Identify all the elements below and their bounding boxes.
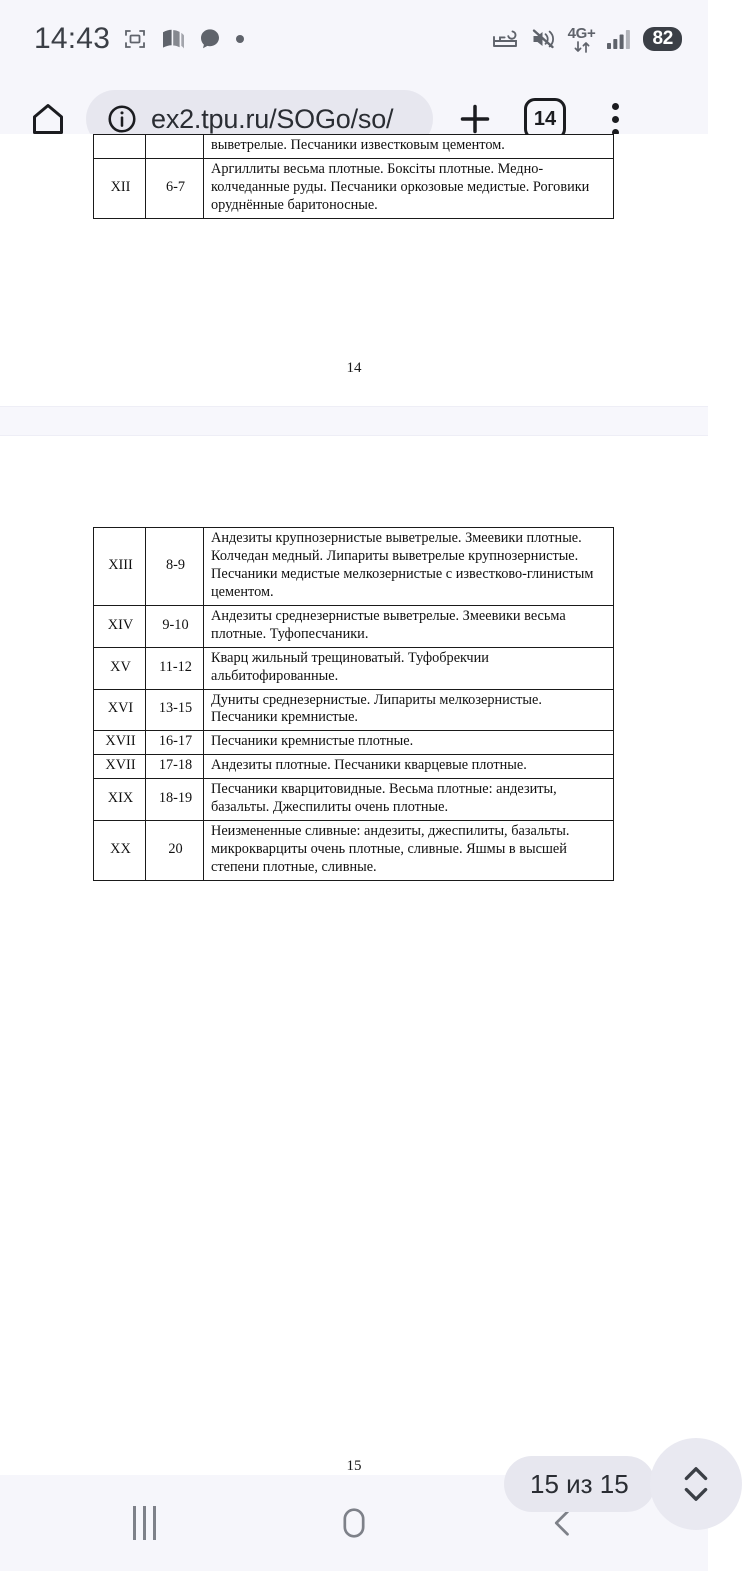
row-range: 9-10 (146, 605, 204, 647)
page-number-label: 14 (346, 360, 362, 376)
tab-count-badge: 14 (524, 98, 566, 140)
clipped-row-text: выветрелые. Песчаники известковым цементом. (204, 135, 614, 159)
row-description: Неизмененные сливные: андезиты, джеспилиты, базальты. микрокварциты очень плотные, сливные. Яшмы в высшей степени плотные, сливные. (204, 821, 614, 881)
data-transfer-icon: 4G+ (568, 26, 596, 53)
row-roman: XX (94, 821, 146, 881)
table-row (94, 821, 614, 881)
status-bar-left (34, 22, 246, 56)
page-number-label: 15 (346, 1457, 362, 1474)
rock-table-page14-clip (0, 134, 708, 212)
row-description: Андезиты крупнозернистые выветрелые. Змеевики плотные. Колчедан медный. Липариты выветрелые крупнозернистые. Песчаники медистые мелкозернистые с известково-глинистым цементом. (204, 528, 614, 606)
site-info-icon[interactable] (106, 103, 138, 135)
battery-indicator: 82 (643, 27, 682, 51)
row-description: Песчаники кремнистые плотные. (204, 731, 614, 755)
vibrate-muted-icon (531, 28, 557, 50)
table-row (94, 731, 614, 755)
sleep-mode-icon (492, 28, 520, 50)
row-range: 8-9 (146, 528, 204, 606)
url-text[interactable]: ex2.tpu.ru/SOGo/so/ (151, 103, 394, 134)
page-separator (0, 406, 708, 436)
row-roman: XV (94, 647, 146, 689)
row-range: 20 (146, 821, 204, 881)
row-range: 17-18 (146, 755, 204, 779)
row-description: Кварц жильный трещиноватый. Туфобрекчии альбитофированные. (204, 647, 614, 689)
scroll-up-down-icon (676, 1460, 716, 1508)
recents-icon (133, 1506, 156, 1540)
scroll-jump-button[interactable] (650, 1438, 742, 1530)
plus-icon (455, 99, 495, 139)
overflow-menu-icon (612, 103, 619, 136)
row-description: Дуниты среднезернистые. Липариты мелкозернистые. Песчаники кремнистые. (204, 689, 614, 731)
table-row (94, 755, 614, 779)
table-row (94, 689, 614, 731)
notification-dot-icon (234, 33, 246, 45)
table-row (94, 528, 614, 606)
row-range: 18-19 (146, 779, 204, 821)
table-row (94, 647, 614, 689)
row-range: 6-7 (146, 158, 204, 218)
pdf-page-14 (0, 134, 708, 406)
table-row (94, 605, 614, 647)
row-roman: XII (94, 158, 146, 218)
rock-table-page15 (93, 527, 614, 881)
table-row (94, 158, 614, 218)
row-range: 11-12 (146, 647, 204, 689)
row-description: Андезиты плотные. Песчаники кварцевые плотные. (204, 755, 614, 779)
signal-bars-icon (606, 28, 632, 50)
status-bar (0, 0, 708, 78)
home-button-nav[interactable] (299, 1488, 409, 1558)
recents-button[interactable] (90, 1488, 200, 1558)
row-roman: XVII (94, 731, 146, 755)
books-stack-icon (160, 27, 186, 51)
page-indicator[interactable]: 15 из 15 (504, 1456, 655, 1512)
pdf-viewport[interactable] (0, 137, 708, 1499)
row-description: Андезиты среднезернистые выветрелые. Змеевики весьма плотные. Туфопесчаники. (204, 605, 614, 647)
table-row (94, 779, 614, 821)
row-roman: XIII (94, 528, 146, 606)
pdf-page-15 (0, 436, 708, 1475)
status-clock: 14:43 (34, 22, 111, 55)
row-description: Аргиллиты весьма плотные. Боксіты плотные. Медно-колчеданные руды. Песчаники оркозовые медистые. Роговики оруднённые баритоносные. (204, 158, 614, 218)
row-roman: XIV (94, 605, 146, 647)
rock-table-page14 (93, 134, 614, 219)
status-bar-right (492, 26, 682, 53)
row-roman: XVI (94, 689, 146, 731)
row-description: Песчаники кварцитовидные. Весьма плотные: андезиты, базальты. Джеспилиты очень плотные. (204, 779, 614, 821)
row-range: 13-15 (146, 689, 204, 731)
home-circle-icon (335, 1504, 373, 1542)
row-roman: XVII (94, 755, 146, 779)
messenger-icon (199, 27, 221, 51)
table-row (94, 135, 614, 159)
screenshot-icon (123, 27, 147, 51)
row-range: 16-17 (146, 731, 204, 755)
home-icon (30, 101, 66, 137)
row-roman: XIX (94, 779, 146, 821)
